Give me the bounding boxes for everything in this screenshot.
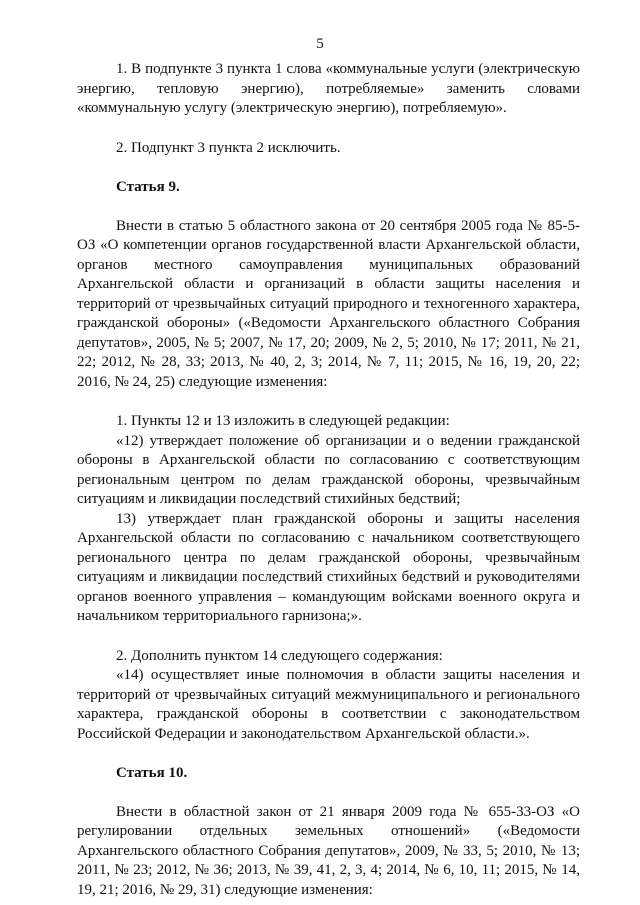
spacer (77, 784, 580, 803)
article-10-intro: Внести в областной закон от 21 января 2009 года № 655-33-ОЗ «О регулировании отдельных земельных отношений» («Ведомости Архангельского областного Собрания депутатов», 2009, № 33, 5; 2010, № 13; 2011, № 23; 2012, № 36; 2013, № 39, 41, 2, 3, 4; 2014, № 6, 10, 11; 2015, № 14, 19, 21; 2016, № 29, 31) следующие изменения: (77, 803, 580, 898)
article-10-heading: Статья 10. (116, 765, 188, 781)
document-body (77, 60, 580, 900)
spacer (77, 158, 580, 178)
article-9-heading: Статья 9. (116, 179, 180, 195)
spacer (77, 119, 580, 139)
article-9-item-12: «12) утверждает положение об организации и о ведении гражданской обороны в Архангельской области по согласованию с соответствующим региональным центром по делам гражданской обороны, чрезвычайным ситуациям и ликвидации последствий стихийных бедствий; (77, 432, 580, 507)
article-9-item-13: 13) утверждает план гражданской обороны и защиты населения Архангельской области по согласованию с начальником соответствующего регионального центра по делам гражданской обороны, чрезвычайным ситуациям и ликвидации последствий стихийных бедствий и руководителями органов военного управления – командующим войсками военного округа и начальником территориального гарнизона;». (77, 510, 580, 624)
article-9-intro: Внести в статью 5 областного закона от 20 сентября 2005 года № 85-5-ОЗ «О компетенции органов государственной власти Архангельской области, органов местного самоуправления муниципальных образований Архангельской области и организаций в области защиты населения и территорий от чрезвычайных ситуаций природного и техногенного характера, гражданской обороны» («Ведомости Архангельского областного Собрания депутатов», 2005, № 5; 2007, № 17, 20; 2009, № 2, 5; 2010, № 17; 2011, № 21, 22; 2012, № 28, 33; 2013, № 40, 2, 3; 2014, № 7, 11; 2015, № 16, 19, 20, 22; 2016, № 24, 25) следующие изменения: (77, 217, 580, 390)
spacer (77, 392, 580, 412)
spacer (77, 744, 580, 764)
article-9-item-2: 2. Дополнить пунктом 14 следующего содержания: (116, 647, 443, 664)
spacer (77, 198, 580, 217)
spacer (77, 627, 580, 647)
article-9-item-14: «14) осуществляет иные полномочия в области защиты населения и территорий от чрезвычайных ситуаций межмуниципального и регионального характера, гражданской обороны в соответствии с законодательством Российской Федерации и законодательством Архангельской области.». (77, 667, 580, 742)
page-number: 5 (316, 36, 324, 52)
article-9-item-1: 1. Пункты 12 и 13 изложить в следующей редакции: (116, 413, 450, 429)
paragraph-amendment-2: 2. Подпункт 3 пункта 2 исключить. (116, 139, 341, 156)
paragraph-amendment-1: 1. В подпункте 3 пункта 1 слова «коммунальные услуги (электрическую энергию, тепловую энергию), потребляемые» заменить словами «коммунальную услугу (электрическую энергию), потребляемую». (77, 61, 580, 116)
